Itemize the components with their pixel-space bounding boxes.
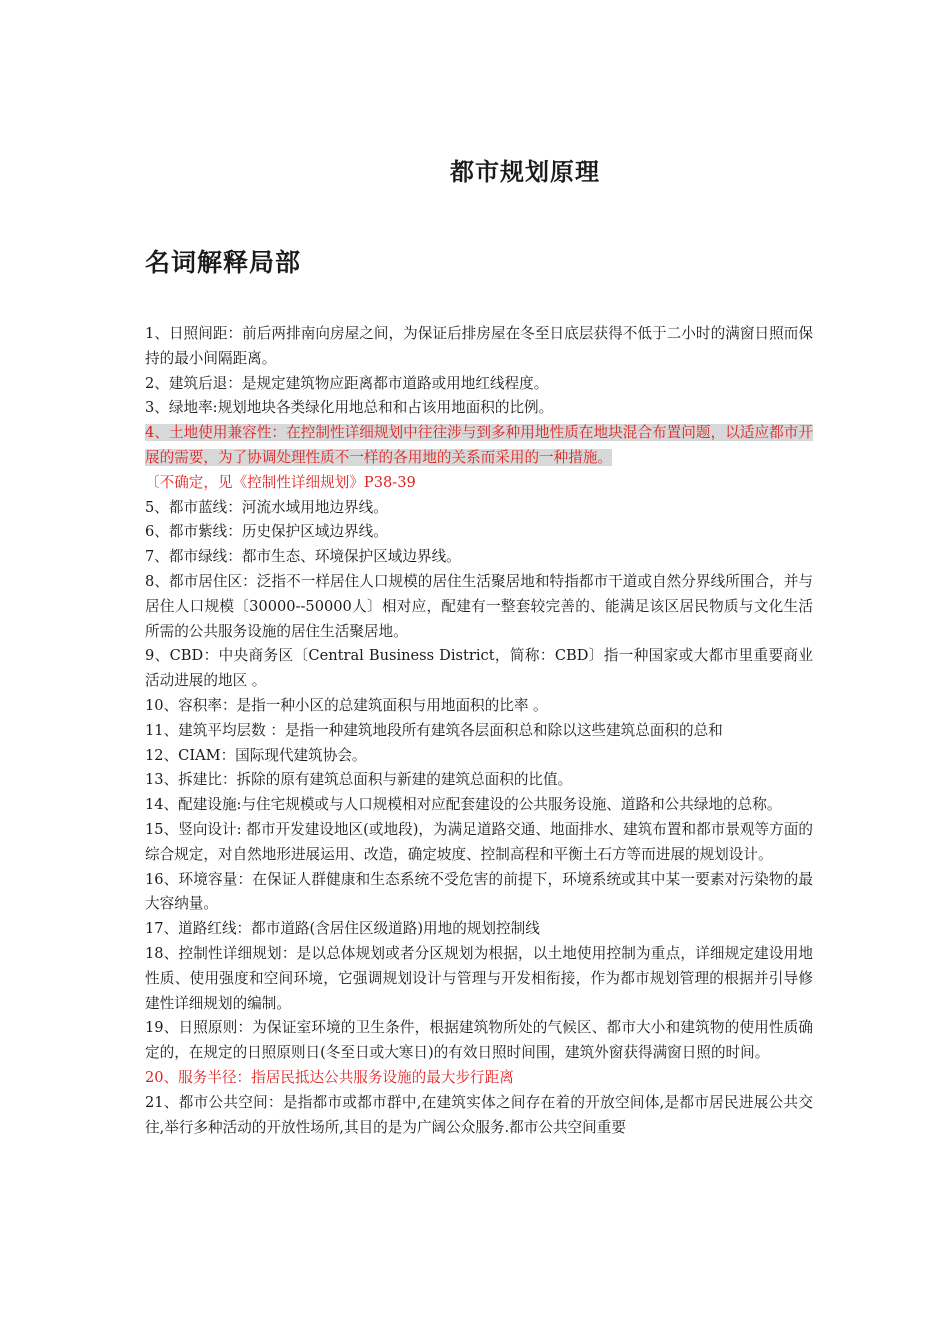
highlighted-text: 4、土地使用兼容性：在控制性详细规划中往往涉与到多种用地性质在地块混合布置问题，以适应都市开展的需要，为了协调处理性质不一样的各用地的关系而采用的一种措施。 <box>145 424 813 466</box>
definition-entry-highlighted <box>145 421 813 471</box>
definition-note: 〔不确定，见《控制性详细规划》P38-39 <box>145 473 416 491</box>
definition-entry: 21、都市公共空间：是指都市或都市群中,在建筑实体之间存在着的开放空间体,是都市居民进展公共交往,举行多种活动的开放性场所,其目的是为广阔公众服务.都市公共空间重要 <box>145 1093 813 1136</box>
definition-entry: 10、容积率：是指一种小区的总建筑面积与用地面积的比率 。 <box>145 696 548 714</box>
definition-entry: 3、绿地率:规划地块各类绿化用地总和和占该用地面积的比例。 <box>145 399 554 417</box>
section-heading: 名词解释局部 <box>145 248 302 277</box>
definition-entry: 19、日照原则：为保证室环境的卫生条件，根据建筑物所处的气候区、都市大小和建筑物的使用性质确定的，在规定的日照原则日(冬至日或大寒日)的有效日照时间围，建筑外窗获得满窗日照的时间。 <box>145 1019 813 1062</box>
definition-entry: 11、建筑平均层数 ：是指一种建筑地段所有建筑各层面积总和除以这些建筑总面积的总和 <box>145 721 723 739</box>
definition-entry: 1、日照间距：前后两排南向房屋之间，为保证后排房屋在冬至日底层获得不低于二小时的满窗日照而保持的最小间隔距离。 <box>145 325 813 367</box>
definition-entry-red: 20、服务半径：指居民抵达公共服务设施的最大步行距离 <box>145 1068 514 1086</box>
definition-entry: 15、竖向设计: 都市开发建设地区(或地段)，为满足道路交通、地面排水、建筑布置和都市景观等方面的综合规定，对自然地形进展运用、改造，确定坡度、控制高程和平衡土石方等而进展的规划设计。 <box>145 820 813 863</box>
definition-list <box>145 322 813 1140</box>
document-title: 都市规划原理 <box>450 158 600 186</box>
definition-entry: 16、环境容量：在保证人群健康和生态系统不受危害的前提下，环境系统或其中某一要素对污染物的最大容纳量。 <box>145 870 813 913</box>
definition-entry: 2、建筑后退：是规定建筑物应距离都市道路或用地红线程度。 <box>145 374 549 392</box>
definition-entry: 7、都市绿线：都市生态、环境保护区域边界线。 <box>145 548 461 566</box>
definition-entry: 18、控制性详细规划：是以总体规划或者分区规划为根据，以土地使用控制为重点，详细规定建设用地性质、使用强度和空间环境，它强调规划设计与管理与开发相衔接，作为都市规划管理的根据并引导修建性详细规划的编制。 <box>145 944 813 1012</box>
definition-entry: 8、都市居住区：泛指不一样居住人口规模的居住生活聚居地和特指都市干道或自然分界线所围合，并与居住人口规模〔30000--50000人〕相对应，配建有一整套较完善的、能满足该区居民物质与文化生活所需的公共服务设施的居住生活聚居地。 <box>145 572 813 640</box>
definition-entry: 17、道路红线：都市道路(含居住区级道路)用地的规划控制线 <box>145 920 540 938</box>
definition-entry: 9、CBD：中央商务区〔Central Business District，简称：CBD〕指一种国家或大都市里重要商业活动进展的地区 。 <box>145 647 813 690</box>
definition-entry: 12、CIAM：国际现代建筑协会。 <box>145 746 367 764</box>
definition-entry: 14、配建设施:与住宅规模或与人口规模相对应配套建设的公共服务设施、道路和公共绿地的总称。 <box>145 796 782 814</box>
definition-entry: 6、都市紫线：历史保护区域边界线。 <box>145 523 388 541</box>
definition-entry: 13、拆建比：拆除的原有建筑总面积与新建的建筑总面积的比值。 <box>145 771 573 789</box>
definition-entry: 5、都市蓝线：河流水域用地边界线。 <box>145 498 388 516</box>
